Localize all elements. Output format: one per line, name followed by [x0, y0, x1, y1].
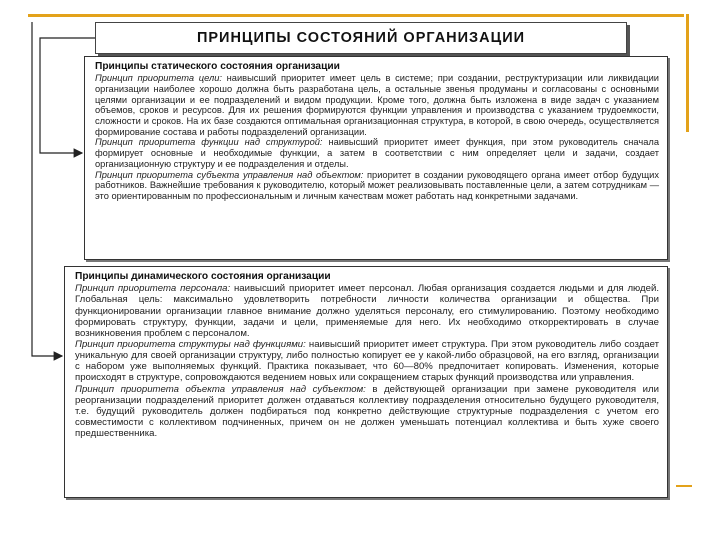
principle-paragraph: Принцип приоритета цели: наивысший приоритет имеет цель в системе; при создании, реструктуризации или ликвидации организации наиболее хорошо должна быть разработана цель, а остальные звенья продуманы и согласованы с основными целями организации и ее подразделений и видом продукции. Кроме того, должна быть изложена в виде задач с указанием объемов, сроков и ресурсов. Для их решения формируются функции управления и производства с указанием трудоемкости, сложности и сроков. На их базе создаются оптимальная организационная структура, в которой, в свою очередь, осуществляется формирование состава и работы подразделений организации. — [95, 73, 659, 137]
connector-line — [32, 22, 62, 356]
static-principles-box — [84, 56, 668, 260]
principle-paragraph: Принцип приоритета персонала: наивысший приоритет имеет персонал. Любая организация создается людьми и для людей. Глобальная цель: максимально удовлетворить потребности личности количества организации и общества. При функционировании организации главное внимание должно уделяться персоналу, его стимулированию. Поэтому необходимо формировать структуру, функции, задачи и цели, применяемые для него. Их необходимо откорректировать в случае возникновения проблем с персоналом. — [75, 283, 660, 339]
dynamic-heading: Принципы динамического состояния организации — [75, 271, 331, 282]
principle-paragraph: Принцип приоритета функции над структурой: наивысший приоритет имеет функция, при этом руководитель сначала формирует основные и необходимые функции, а затем в соответствии с ним определяет цели и задачи, создает организационную структуру и ее подразделения и отделы. — [95, 137, 659, 169]
principle-paragraph: Принцип приоритета объекта управления над субъектом: в действующей организации при замене руководителя или реорганизации подразделений приоритет должен отдаваться коллективу подразделения относительно будущего руководителя, т.е. будущий руководитель должен подбираться под конкретно действующие структурные подразделения с учетом его совместимости с коллективом подчиненных, причем он не должен уменьшать потенциал коллектива и быть хуже своего предшественника. — [75, 383, 659, 440]
principle-paragraph: Принцип приоритета субъекта управления над объектом: приоритет в создании руководящего органа имеет отбор будущих работников. Важнейшие требования к руководителю, который может реализовывать поставленные цели, а затем сотрудникам — это ориентированным по профессиональным и личным качествам может работать над конкретными задачами. — [95, 169, 660, 201]
dynamic-principles-box — [64, 266, 668, 498]
principle-paragraph: Принцип приоритета структуры над функциями: наивысший приоритет имеет структура. При этом руководитель либо создает уникальную для своей организации структуру, либо полностью копирует ее у какой-либо образцовой, на его взгляд, организации с набором уже выполняемых функций. Практика показывает, что 60—80% предпочитает копировать. Изменения, которые происходят в структуре, сопровождаются ведением новых или сокращением старых функций производства или управления. — [75, 338, 659, 384]
page-title: ПРИНЦИПЫ СОСТОЯНИЙ ОРГАНИЗАЦИИ — [196, 30, 526, 46]
static-heading: Принципы статического состояния организации — [95, 61, 340, 72]
